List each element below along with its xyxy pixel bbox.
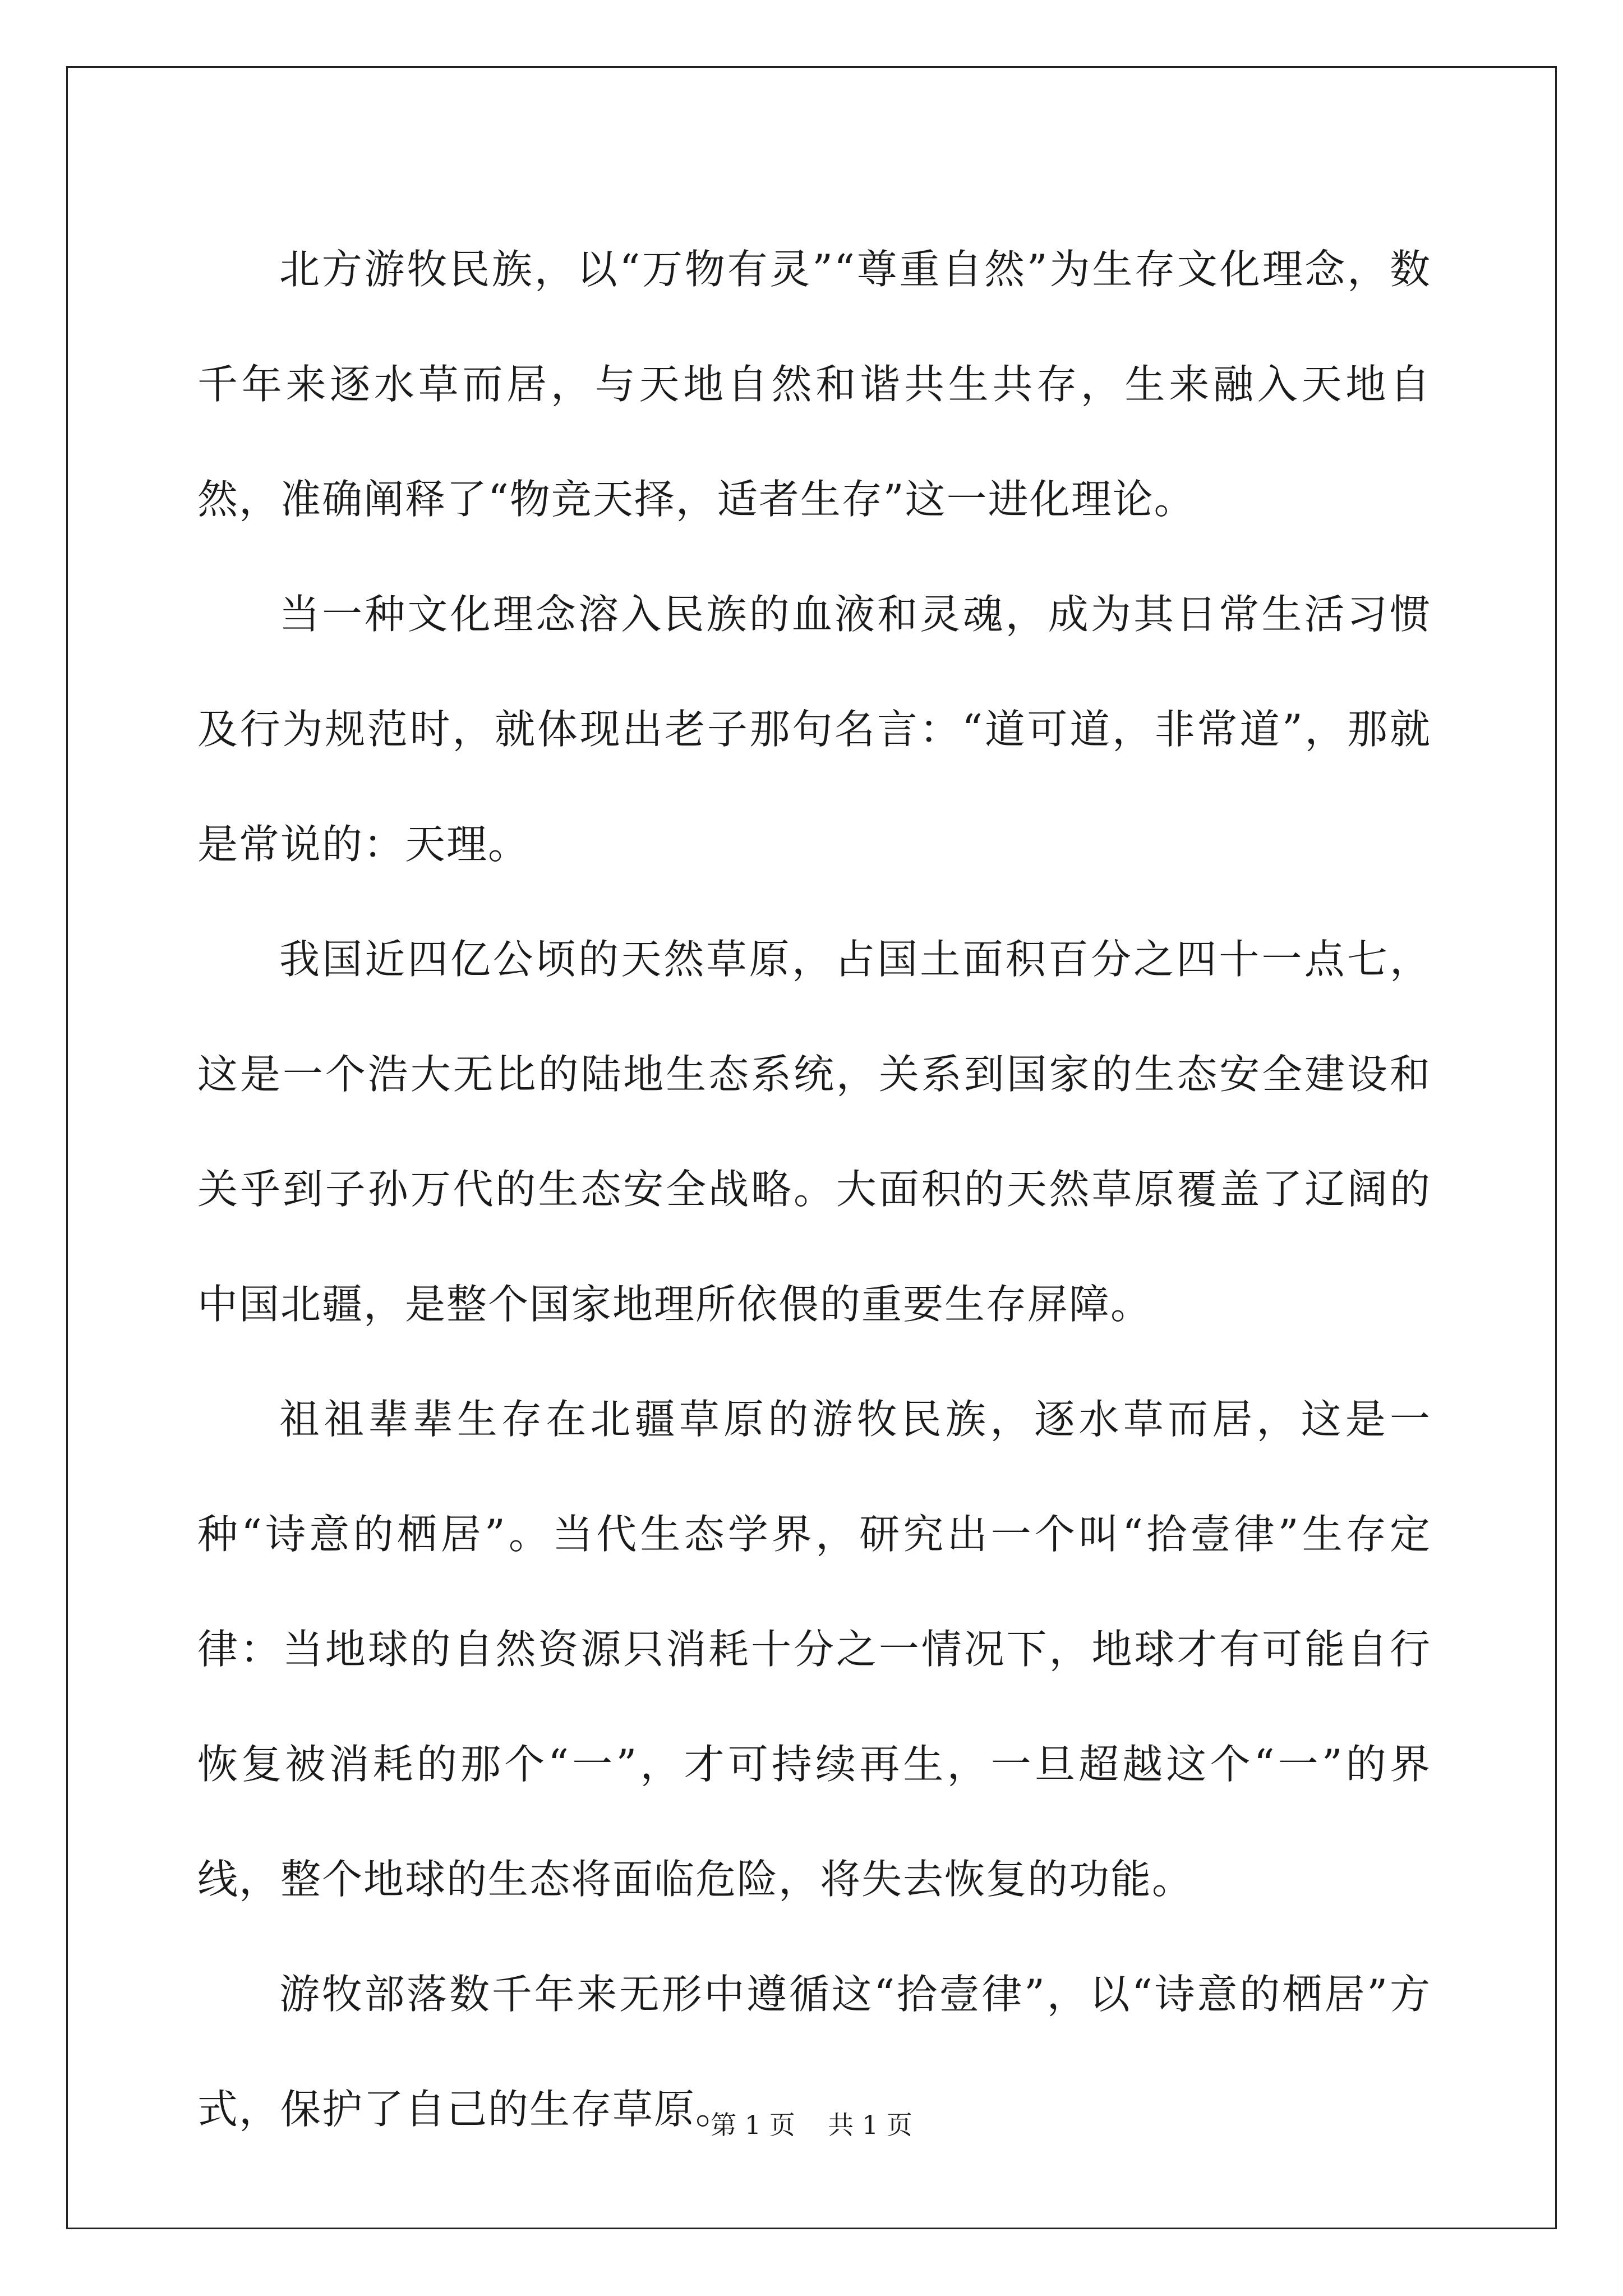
paragraph-3: 我国近四亿公顷的天然草原，占国土面积百分之四十一点七，这是一个浩大无比的陆地生态系统，关系到国家的生态安全建设和关乎到子孙万代的生态安全战略。大面积的天然草原覆盖了辽阔的中国北疆，是整个国家地理所依偎的重要生存屏障。 bbox=[197, 936, 1431, 1328]
page-number-footer: 第 1 页 共 1 页 bbox=[711, 2110, 912, 2140]
paragraph-5: 游牧部落数千年来无形中遵循这“拾壹律”，以“诗意的栖居”方式，保护了自己的生存草原。 bbox=[197, 1971, 1431, 2133]
document-body bbox=[197, 212, 1431, 2167]
paragraph-2: 当一种文化理念溶入民族的血液和灵魂，成为其日常生活习惯及行为规范时，就体现出老子那句名言：“道可道，非常道”，那就是常说的：天理。 bbox=[197, 591, 1431, 868]
paragraph-4: 祖祖辈辈生存在北疆草原的游牧民族，逐水草而居，这是一种“诗意的栖居”。当代生态学界，研究出一个叫“拾壹律”生存定律：当地球的自然资源只消耗十分之一情况下，地球才有可能自行恢复被消耗的那个“一”，才可持续再生，一旦超越这个“一”的界线，整个地球的生态将面临危险，将失去恢复的功能。 bbox=[197, 1396, 1431, 1903]
paragraph-1: 北方游牧民族，以“万物有灵”“尊重自然”为生存文化理念，数千年来逐水草而居，与天地自然和谐共生共存，生来融入天地自然，准确阐释了“物竞天择，适者生存”这一进化理论。 bbox=[197, 246, 1431, 523]
